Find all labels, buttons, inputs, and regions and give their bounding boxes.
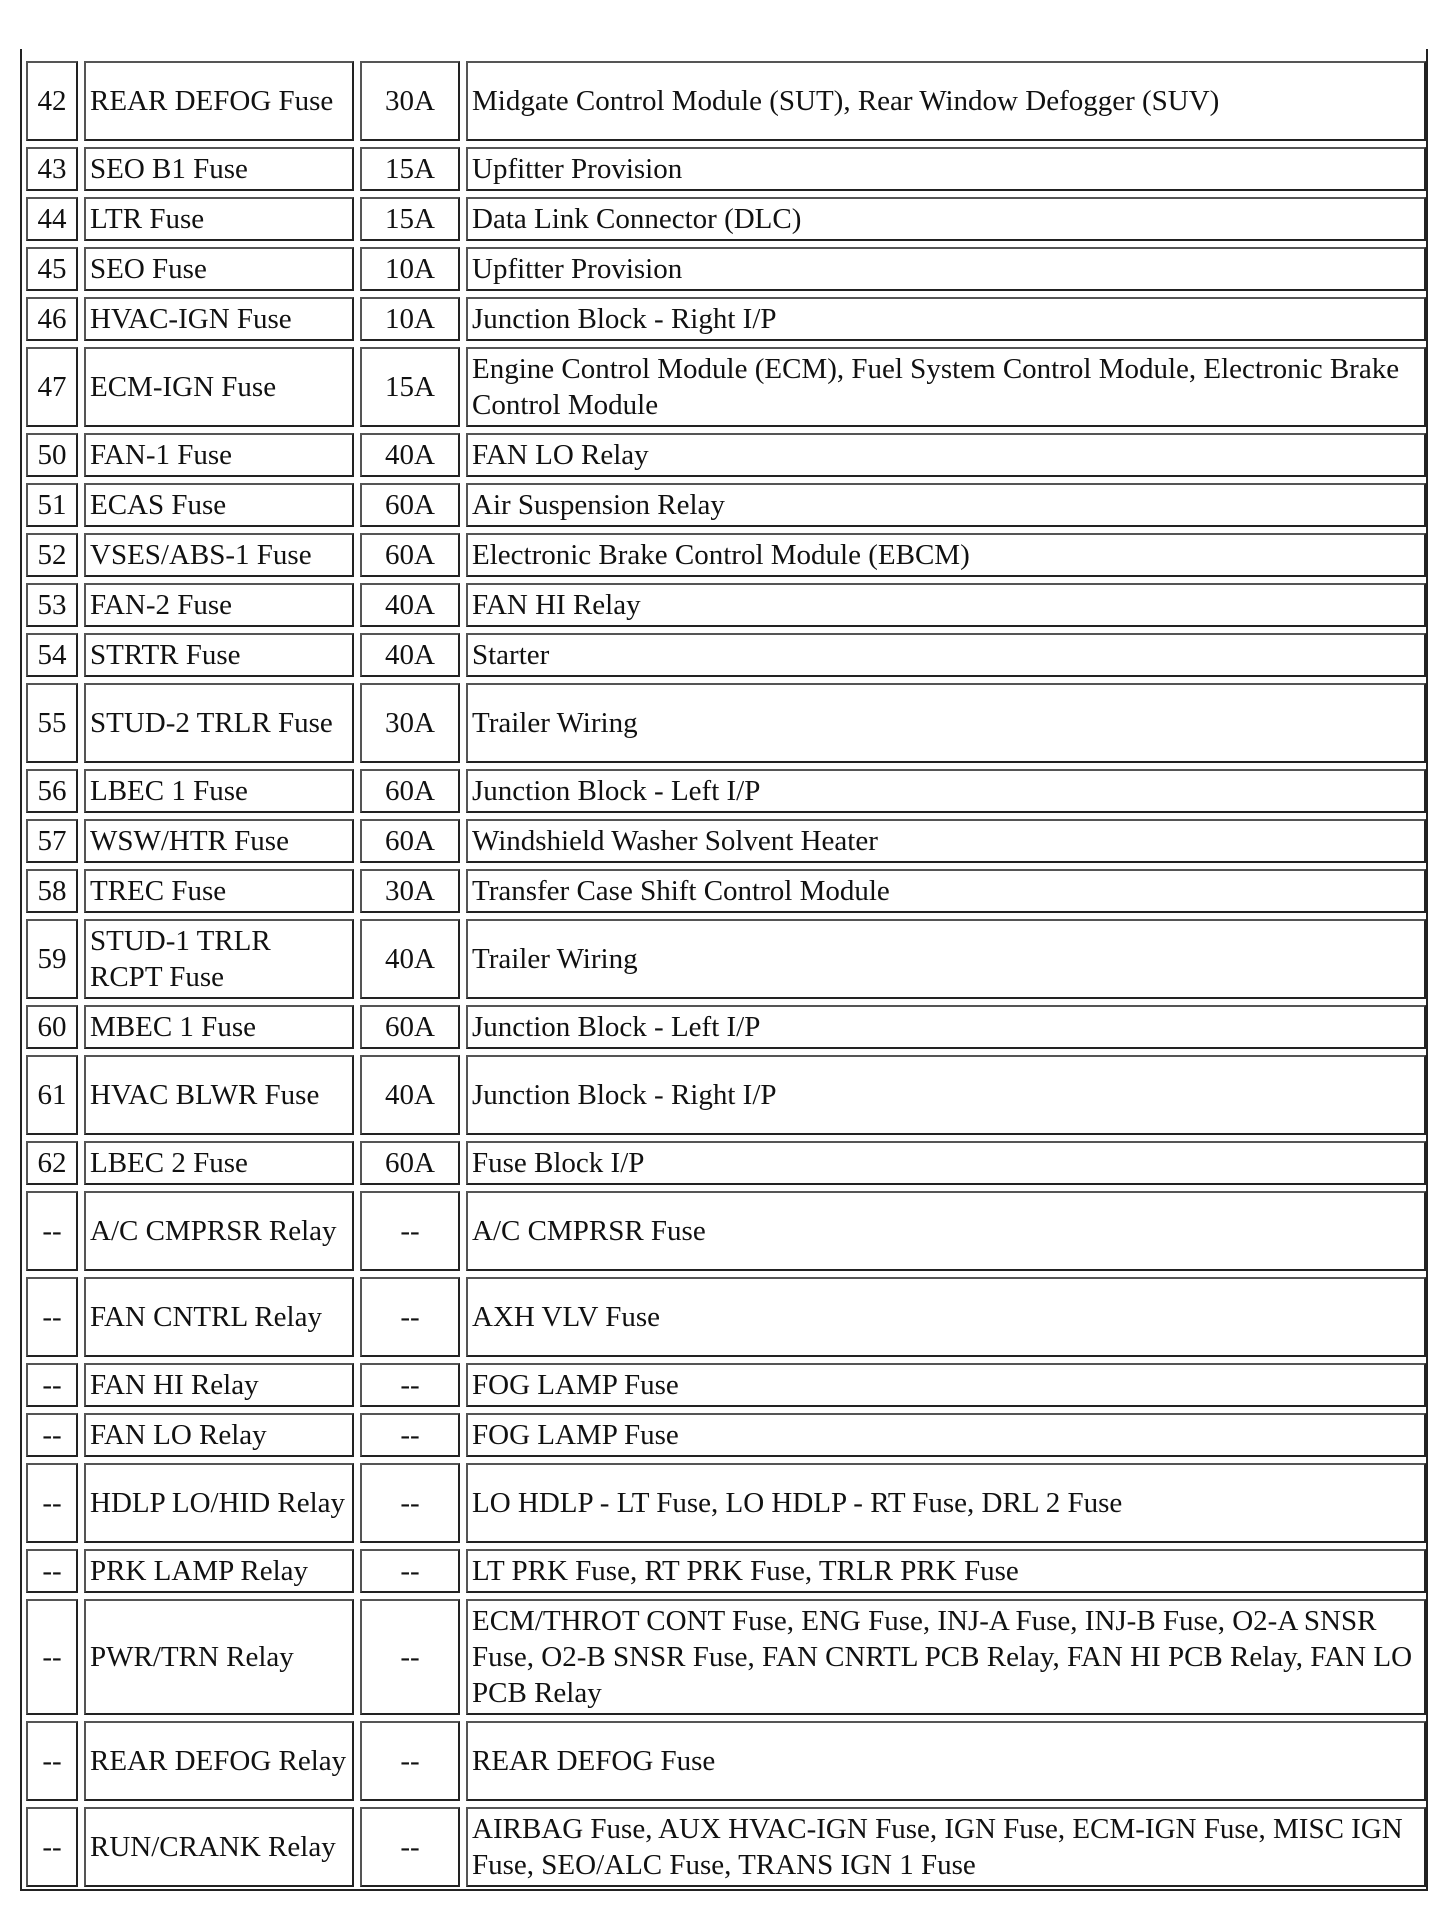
fuse-rating-cell: --: [360, 1463, 460, 1543]
fuse-name-cell: STUD-1 TRLR RCPT Fuse: [84, 919, 354, 999]
circuit-description-cell: ECM/THROT CONT Fuse, ENG Fuse, INJ-A Fuse, INJ-B Fuse, O2-A SNSR Fuse, O2-B SNSR Fuse, FAN CNRTL PCB Relay, FAN HI PCB Relay, FAN LO PCB Relay: [466, 1599, 1426, 1715]
table-row: [26, 1005, 1426, 1049]
fuse-number-cell: 43: [26, 147, 78, 191]
table-row: [26, 433, 1426, 477]
fuse-number-cell: 54: [26, 633, 78, 677]
fuse-rating-cell: 15A: [360, 197, 460, 241]
circuit-description-cell: FOG LAMP Fuse: [466, 1413, 1426, 1457]
fuse-name-cell: SEO B1 Fuse: [84, 147, 354, 191]
circuit-description-cell: LO HDLP - LT Fuse, LO HDLP - RT Fuse, DRL 2 Fuse: [466, 1463, 1426, 1543]
fuse-name-cell: REAR DEFOG Relay: [84, 1721, 354, 1801]
fuse-name-cell: STUD-2 TRLR Fuse: [84, 683, 354, 763]
table-row: [26, 347, 1426, 427]
circuit-description-cell: Transfer Case Shift Control Module: [466, 869, 1426, 913]
fuse-number-cell: 53: [26, 583, 78, 627]
fuse-name-cell: RUN/CRANK Relay: [84, 1807, 354, 1887]
table-row: [26, 1549, 1426, 1593]
table-row: [26, 1413, 1426, 1457]
fuse-number-cell: --: [26, 1413, 78, 1457]
table-row: [26, 1191, 1426, 1271]
fuse-number-cell: 52: [26, 533, 78, 577]
circuit-description-cell: Junction Block - Right I/P: [466, 1055, 1426, 1135]
fuse-name-cell: REAR DEFOG Fuse: [84, 61, 354, 141]
fuse-rating-cell: 10A: [360, 247, 460, 291]
fuse-number-cell: --: [26, 1599, 78, 1715]
fuse-number-cell: 62: [26, 1141, 78, 1185]
circuit-description-cell: Junction Block - Left I/P: [466, 1005, 1426, 1049]
circuit-description-cell: FAN LO Relay: [466, 433, 1426, 477]
fuse-rating-cell: --: [360, 1807, 460, 1887]
circuit-description-cell: A/C CMPRSR Fuse: [466, 1191, 1426, 1271]
table-row: [26, 1721, 1426, 1801]
fuse-number-cell: 61: [26, 1055, 78, 1135]
fuse-name-cell: PWR/TRN Relay: [84, 1599, 354, 1715]
table-row: [26, 1277, 1426, 1357]
circuit-description-cell: Trailer Wiring: [466, 683, 1426, 763]
table-row: [26, 247, 1426, 291]
fuse-number-cell: 59: [26, 919, 78, 999]
fuse-name-cell: LBEC 2 Fuse: [84, 1141, 354, 1185]
fuse-rating-cell: 40A: [360, 1055, 460, 1135]
circuit-description-cell: Junction Block - Left I/P: [466, 769, 1426, 813]
fuse-name-cell: FAN CNTRL Relay: [84, 1277, 354, 1357]
circuit-description-cell: Fuse Block I/P: [466, 1141, 1426, 1185]
fuse-number-cell: 58: [26, 869, 78, 913]
fuse-name-cell: STRTR Fuse: [84, 633, 354, 677]
fuse-number-cell: --: [26, 1549, 78, 1593]
fuse-number-cell: 50: [26, 433, 78, 477]
fuse-rating-cell: 60A: [360, 1005, 460, 1049]
fuse-name-cell: FAN-2 Fuse: [84, 583, 354, 627]
circuit-description-cell: LT PRK Fuse, RT PRK Fuse, TRLR PRK Fuse: [466, 1549, 1426, 1593]
fuse-name-cell: FAN-1 Fuse: [84, 433, 354, 477]
fuse-name-cell: A/C CMPRSR Relay: [84, 1191, 354, 1271]
fuse-number-cell: --: [26, 1191, 78, 1271]
fuse-rating-cell: 60A: [360, 533, 460, 577]
fuse-number-cell: 44: [26, 197, 78, 241]
fuse-rating-cell: 30A: [360, 61, 460, 141]
fuse-rating-cell: 40A: [360, 919, 460, 999]
fuse-number-cell: 45: [26, 247, 78, 291]
circuit-description-cell: Starter: [466, 633, 1426, 677]
fuse-rating-cell: 40A: [360, 583, 460, 627]
fuse-rating-cell: 15A: [360, 147, 460, 191]
circuit-description-cell: AIRBAG Fuse, AUX HVAC-IGN Fuse, IGN Fuse, ECM-IGN Fuse, MISC IGN Fuse, SEO/ALC Fuse, TRANS IGN 1 Fuse: [466, 1807, 1426, 1887]
fuse-number-cell: 57: [26, 819, 78, 863]
table-row: [26, 769, 1426, 813]
circuit-description-cell: Data Link Connector (DLC): [466, 197, 1426, 241]
fuse-rating-cell: 15A: [360, 347, 460, 427]
fuse-name-cell: MBEC 1 Fuse: [84, 1005, 354, 1049]
fuse-name-cell: TREC Fuse: [84, 869, 354, 913]
table-row: [26, 1055, 1426, 1135]
circuit-description-cell: AXH VLV Fuse: [466, 1277, 1426, 1357]
fuse-rating-cell: 60A: [360, 819, 460, 863]
fuse-rating-cell: --: [360, 1721, 460, 1801]
circuit-description-cell: FAN HI Relay: [466, 583, 1426, 627]
fuse-table-body: [26, 61, 1426, 1887]
table-row: [26, 147, 1426, 191]
fuse-name-cell: ECAS Fuse: [84, 483, 354, 527]
circuit-description-cell: Windshield Washer Solvent Heater: [466, 819, 1426, 863]
table-row: [26, 197, 1426, 241]
fuse-number-cell: 56: [26, 769, 78, 813]
circuit-description-cell: REAR DEFOG Fuse: [466, 1721, 1426, 1801]
circuit-description-cell: Electronic Brake Control Module (EBCM): [466, 533, 1426, 577]
circuit-description-cell: Junction Block - Right I/P: [466, 297, 1426, 341]
fuse-table-page: [20, 55, 1432, 1893]
fuse-name-cell: LBEC 1 Fuse: [84, 769, 354, 813]
fuse-number-cell: --: [26, 1807, 78, 1887]
table-row: [26, 633, 1426, 677]
fuse-rating-cell: --: [360, 1599, 460, 1715]
table-row: [26, 1599, 1426, 1715]
fuse-name-cell: HDLP LO/HID Relay: [84, 1463, 354, 1543]
fuse-name-cell: HVAC-IGN Fuse: [84, 297, 354, 341]
table-row: [26, 819, 1426, 863]
fuse-rating-cell: --: [360, 1191, 460, 1271]
fuse-number-cell: 51: [26, 483, 78, 527]
circuit-description-cell: Upfitter Provision: [466, 247, 1426, 291]
circuit-description-cell: Trailer Wiring: [466, 919, 1426, 999]
fuse-rating-cell: 40A: [360, 633, 460, 677]
fuse-rating-cell: 60A: [360, 769, 460, 813]
table-row: [26, 1463, 1426, 1543]
fuse-rating-cell: 40A: [360, 433, 460, 477]
fuse-number-cell: 60: [26, 1005, 78, 1049]
table-row: [26, 297, 1426, 341]
fuse-rating-cell: 10A: [360, 297, 460, 341]
table-row: [26, 683, 1426, 763]
fuse-name-cell: FAN LO Relay: [84, 1413, 354, 1457]
table-row: [26, 483, 1426, 527]
table-row: [26, 583, 1426, 627]
table-row: [26, 533, 1426, 577]
circuit-description-cell: Engine Control Module (ECM), Fuel System Control Module, Electronic Brake Control Module: [466, 347, 1426, 427]
fuse-name-cell: VSES/ABS-1 Fuse: [84, 533, 354, 577]
fuse-rating-cell: --: [360, 1277, 460, 1357]
table-row: [26, 1363, 1426, 1407]
table-row: [26, 61, 1426, 141]
table-row: [26, 1141, 1426, 1185]
fuse-relay-table: [20, 55, 1432, 1893]
fuse-number-cell: 47: [26, 347, 78, 427]
fuse-name-cell: LTR Fuse: [84, 197, 354, 241]
fuse-number-cell: --: [26, 1363, 78, 1407]
fuse-number-cell: 42: [26, 61, 78, 141]
fuse-number-cell: 55: [26, 683, 78, 763]
fuse-name-cell: HVAC BLWR Fuse: [84, 1055, 354, 1135]
fuse-number-cell: 46: [26, 297, 78, 341]
circuit-description-cell: Upfitter Provision: [466, 147, 1426, 191]
circuit-description-cell: Air Suspension Relay: [466, 483, 1426, 527]
fuse-number-cell: --: [26, 1463, 78, 1543]
fuse-rating-cell: 60A: [360, 483, 460, 527]
fuse-number-cell: --: [26, 1721, 78, 1801]
fuse-name-cell: SEO Fuse: [84, 247, 354, 291]
fuse-name-cell: FAN HI Relay: [84, 1363, 354, 1407]
fuse-number-cell: --: [26, 1277, 78, 1357]
fuse-name-cell: WSW/HTR Fuse: [84, 819, 354, 863]
fuse-rating-cell: --: [360, 1549, 460, 1593]
fuse-name-cell: PRK LAMP Relay: [84, 1549, 354, 1593]
fuse-name-cell: ECM-IGN Fuse: [84, 347, 354, 427]
fuse-rating-cell: 30A: [360, 869, 460, 913]
fuse-rating-cell: --: [360, 1413, 460, 1457]
fuse-rating-cell: --: [360, 1363, 460, 1407]
fuse-rating-cell: 60A: [360, 1141, 460, 1185]
table-row: [26, 869, 1426, 913]
table-row: [26, 919, 1426, 999]
circuit-description-cell: FOG LAMP Fuse: [466, 1363, 1426, 1407]
circuit-description-cell: Midgate Control Module (SUT), Rear Window Defogger (SUV): [466, 61, 1426, 141]
table-row: [26, 1807, 1426, 1887]
fuse-rating-cell: 30A: [360, 683, 460, 763]
